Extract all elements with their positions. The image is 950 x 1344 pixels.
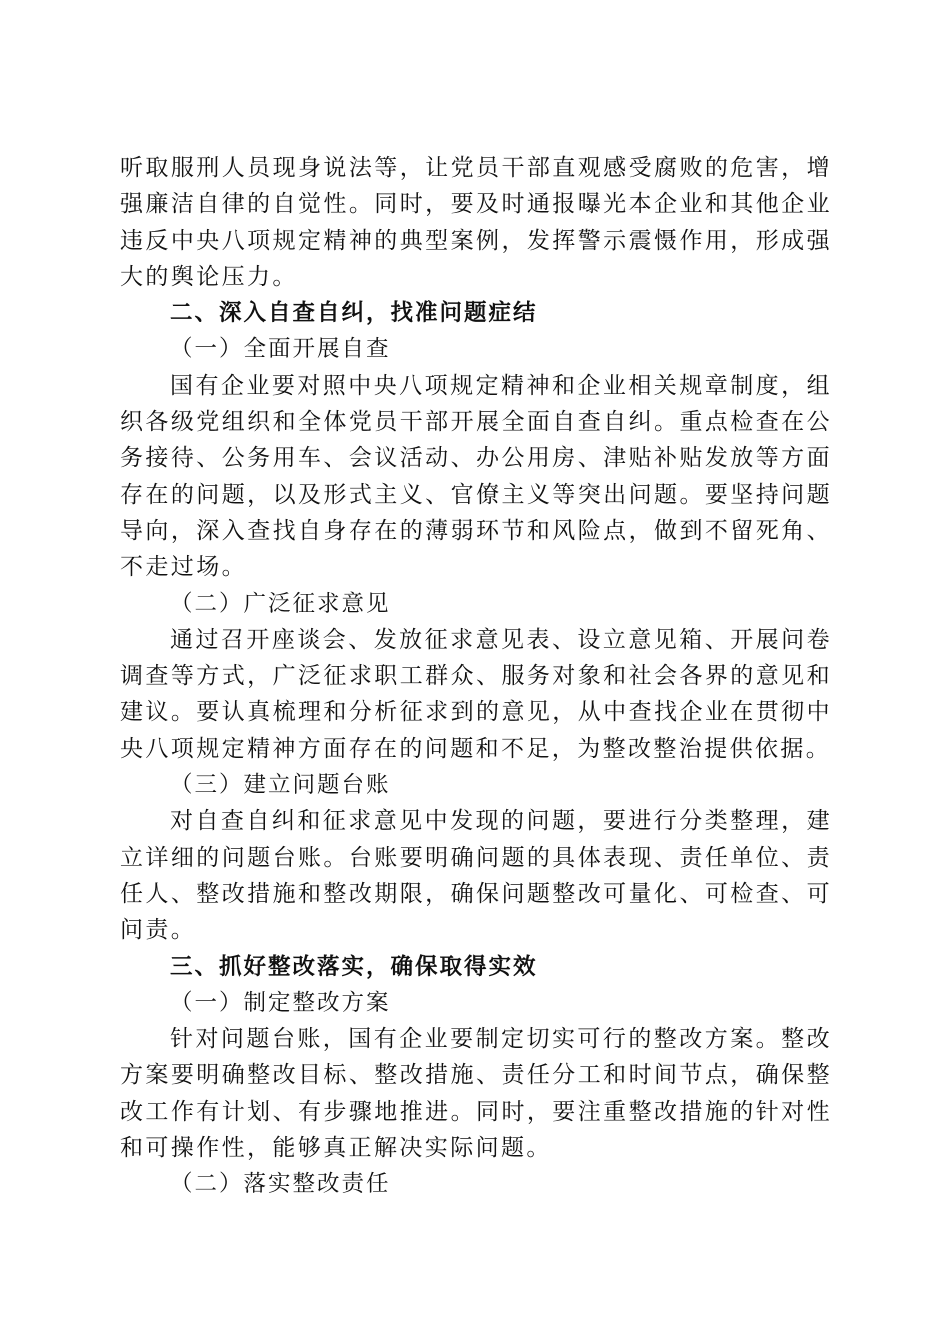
subsection-heading-3-2: （二）落实整改责任 — [170, 1171, 391, 1198]
document-body — [120, 150, 832, 1203]
body-paragraph: 针对问题台账，国有企业要制定切实可行的整改方案。整改方案要明确整改目标、整改措施、责任分工和时间节点，确保整改工作有计划、有步骤地推进。同时，要注重整改措施的针对性和可操作性，能够真正解决实际问题。 — [120, 1026, 832, 1162]
subsection-heading-2-1: （一）全面开展自查 — [170, 336, 391, 363]
subsection-heading-2-3: （三）建立问题台账 — [170, 772, 391, 799]
subsection-heading-2-2: （二）广泛征求意见 — [170, 590, 391, 617]
section-heading-3: 三、抓好整改落实，确保取得实效 — [170, 953, 538, 980]
body-paragraph: 对自查自纠和征求意见中发现的问题，要进行分类整理，建立详细的问题台账。台账要明确问题的具体表现、责任单位、责任人、整改措施和整改期限，确保问题整改可量化、可检查、可问责。 — [120, 808, 832, 944]
body-paragraph: 国有企业要对照中央八项规定精神和企业相关规章制度，组织各级党组织和全体党员干部开展全面自查自纠。重点检查在公务接待、公务用车、会议活动、办公用房、津贴补贴发放等方面存在的问题，以及形式主义、官僚主义等突出问题。要坚持问题导向，深入查找自身存在的薄弱环节和风险点，做到不留死角、不走过场。 — [120, 372, 832, 581]
body-paragraph: 通过召开座谈会、发放征求意见表、设立意见箱、开展问卷调查等方式，广泛征求职工群众、服务对象和社会各界的意见和建议。要认真梳理和分析征求到的意见，从中查找企业在贯彻中央八项规定精神方面存在的问题和不足，为整改整治提供依据。 — [120, 626, 832, 762]
section-heading-2: 二、深入自查自纠，找准问题症结 — [170, 300, 538, 327]
subsection-heading-3-1: （一）制定整改方案 — [170, 989, 391, 1016]
body-paragraph-continued: 听取服刑人员现身说法等，让党员干部直观感受腐败的危害，增强廉洁自律的自觉性。同时，要及时通报曝光本企业和其他企业违反中央八项规定精神的典型案例，发挥警示震慑作用，形成强大的舆论压力。 — [120, 155, 832, 290]
